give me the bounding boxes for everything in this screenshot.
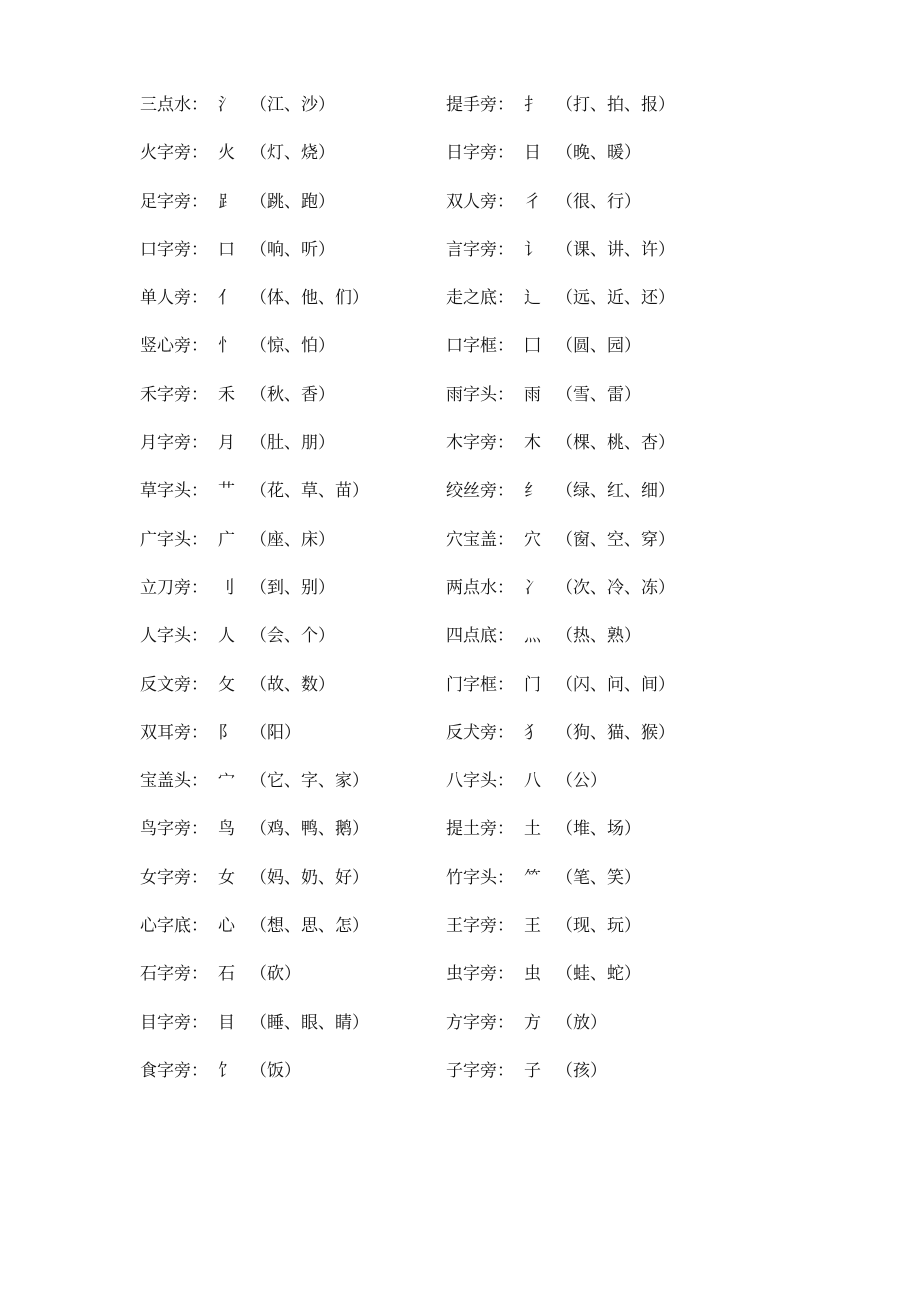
radical-name: 双人旁： — [446, 191, 514, 212]
radical-examples: （体、他、们） — [250, 288, 369, 309]
radical-name: 草字头： — [140, 481, 208, 502]
radical-row — [0, 376, 920, 424]
radical-name: 三点水： — [140, 95, 208, 115]
radical-name: 言字旁： — [446, 239, 514, 260]
radical-entry-left — [140, 1058, 301, 1084]
radical-name: 方字旁： — [446, 1012, 514, 1033]
radical-name: 宝盖头： — [140, 771, 208, 792]
radical-entry-left — [140, 382, 335, 408]
radical-row — [0, 521, 920, 569]
radical-examples: （想、思、怎） — [250, 916, 369, 937]
radical-examples: （故、数） — [250, 674, 335, 695]
radical-name: 走之底： — [446, 288, 514, 309]
radical-glyph: 鸟 — [218, 819, 235, 840]
radical-glyph: 口 — [218, 239, 235, 260]
radical-glyph: 穴 — [524, 529, 541, 550]
radical-name: 禾字旁： — [140, 384, 208, 405]
radical-name: 口字旁： — [140, 239, 208, 260]
radical-entry-left — [140, 237, 335, 263]
radical-entry-right — [446, 865, 641, 891]
radical-examples: （很、行） — [556, 191, 641, 212]
radical-examples: （绿、红、细） — [556, 481, 675, 502]
radical-name: 提手旁： — [446, 95, 514, 115]
radical-name: 门字框： — [446, 674, 514, 695]
radical-glyph: 月 — [218, 433, 235, 454]
radical-row — [0, 666, 920, 714]
radical-glyph: 目 — [218, 1012, 235, 1033]
radical-glyph: 门 — [524, 674, 541, 695]
radical-glyph: 讠 — [524, 239, 541, 260]
radical-glyph: 灬 — [524, 626, 541, 647]
radical-entry-right — [446, 189, 641, 215]
radical-examples: （闪、问、间） — [556, 674, 675, 695]
radical-examples: （孩） — [556, 1060, 607, 1081]
radical-row — [0, 279, 920, 327]
radical-list — [0, 86, 920, 1100]
radical-glyph: 石 — [218, 964, 235, 985]
radical-examples: （鸡、鸭、鹅） — [250, 819, 369, 840]
radical-name: 心字底： — [140, 916, 208, 937]
radical-name: 穴宝盖： — [446, 529, 514, 550]
radical-name: 食字旁： — [140, 1060, 208, 1081]
radical-name: 双耳旁： — [140, 722, 208, 743]
radical-glyph: 宀 — [218, 771, 235, 792]
radical-row — [0, 424, 920, 472]
radical-entry-right — [446, 816, 641, 842]
radical-name: 目字旁： — [140, 1012, 208, 1033]
radical-name: 鸟字旁： — [140, 819, 208, 840]
radical-row — [0, 907, 920, 955]
radical-glyph: 氵 — [218, 95, 235, 115]
radical-entry-left — [140, 768, 369, 794]
radical-row — [0, 810, 920, 858]
radical-row — [0, 762, 920, 810]
radical-name: 竖心旁： — [140, 336, 208, 357]
radical-row — [0, 86, 920, 134]
radical-examples: （花、草、苗） — [250, 481, 369, 502]
radical-entry-left — [140, 865, 369, 891]
radical-entry-right — [446, 333, 641, 359]
radical-examples: （放） — [556, 1012, 607, 1033]
radical-glyph: 方 — [524, 1012, 541, 1033]
radical-entry-right — [446, 720, 675, 746]
radical-name: 足字旁： — [140, 191, 208, 212]
radical-name: 绞丝旁： — [446, 481, 514, 502]
radical-row — [0, 617, 920, 665]
radical-name: 提土旁： — [446, 819, 514, 840]
radical-entry-right — [446, 140, 641, 166]
radical-name: 人字头： — [140, 626, 208, 647]
radical-examples: （现、玩） — [556, 916, 641, 937]
radical-name: 反文旁： — [140, 674, 208, 695]
radical-row — [0, 714, 920, 762]
radical-glyph: 子 — [524, 1060, 541, 1081]
radical-examples: （砍） — [250, 964, 301, 985]
radical-examples: （会、个） — [250, 626, 335, 647]
radical-glyph: ⺮ — [524, 867, 541, 888]
radical-name: 两点水： — [446, 577, 514, 598]
radical-name: 单人旁： — [140, 288, 208, 309]
radical-glyph: 阝 — [218, 722, 235, 743]
radical-glyph: 辶 — [524, 288, 541, 309]
radical-entry-right — [446, 92, 675, 118]
radical-entry-left — [140, 961, 301, 987]
radical-name: 雨字头： — [446, 384, 514, 405]
radical-glyph: 八 — [524, 771, 541, 792]
radical-examples: （跳、跑） — [250, 191, 335, 212]
radical-glyph: 日 — [524, 143, 541, 164]
radical-examples: （阳） — [250, 722, 301, 743]
radical-examples: （它、字、家） — [250, 771, 369, 792]
radical-row — [0, 1052, 920, 1100]
radical-name: 石字旁： — [140, 964, 208, 985]
radical-examples: （秋、香） — [250, 384, 335, 405]
radical-row — [0, 955, 920, 1003]
radical-name: 口字框： — [446, 336, 514, 357]
radical-row — [0, 569, 920, 617]
radical-row — [0, 859, 920, 907]
radical-name: 子字旁： — [446, 1060, 514, 1081]
radical-glyph: 土 — [524, 819, 541, 840]
radical-row — [0, 1004, 920, 1052]
radical-glyph: 广 — [218, 529, 235, 550]
radical-examples: （远、近、还） — [556, 288, 675, 309]
radical-row — [0, 183, 920, 231]
radical-glyph: 忄 — [218, 336, 235, 357]
radical-entry-left — [140, 913, 369, 939]
radical-name: 火字旁： — [140, 143, 208, 164]
radical-entry-right — [446, 382, 641, 408]
radical-examples: （热、熟） — [556, 626, 641, 647]
radical-entry-right — [446, 237, 675, 263]
radical-examples: （课、讲、许） — [556, 239, 675, 260]
radical-glyph: 人 — [218, 626, 235, 647]
radical-entry-left — [140, 816, 369, 842]
radical-examples: （圆、园） — [556, 336, 641, 357]
radical-examples: （肚、朋） — [250, 433, 335, 454]
radical-entry-left — [140, 189, 335, 215]
radical-row — [0, 472, 920, 520]
radical-entry-left — [140, 623, 335, 649]
radical-examples: （到、别） — [250, 577, 335, 598]
radical-entry-right — [446, 961, 641, 987]
radical-glyph: 火 — [218, 143, 235, 164]
radical-entry-left — [140, 285, 369, 311]
radical-entry-left — [140, 575, 335, 601]
radical-examples: （灯、烧） — [250, 143, 335, 164]
radical-examples: （响、听） — [250, 239, 335, 260]
radical-examples: （棵、桃、杏） — [556, 433, 675, 454]
radical-entry-right — [446, 768, 607, 794]
radical-examples: （狗、猫、猴） — [556, 722, 675, 743]
radical-glyph: 刂 — [218, 577, 235, 598]
radical-glyph: 扌 — [524, 95, 541, 115]
radical-entry-right — [446, 527, 675, 553]
radical-entry-left — [140, 140, 335, 166]
radical-entry-left — [140, 333, 335, 359]
radical-glyph: 王 — [524, 916, 541, 937]
radical-row — [0, 327, 920, 375]
radical-glyph: 彳 — [524, 191, 541, 212]
radical-examples: （江、沙） — [250, 95, 335, 115]
radical-glyph: 饣 — [218, 1060, 235, 1081]
radical-glyph: ⻊ — [218, 191, 235, 212]
radical-entry-left — [140, 430, 335, 456]
radical-name: 四点底： — [446, 626, 514, 647]
radical-examples: （晚、暖） — [556, 143, 641, 164]
radical-name: 日字旁： — [446, 143, 514, 164]
radical-glyph: 艹 — [218, 481, 235, 502]
radical-glyph: 囗 — [524, 336, 541, 357]
radical-name: 王字旁： — [446, 916, 514, 937]
radical-glyph: 禾 — [218, 384, 235, 405]
radical-examples: （惊、怕） — [250, 336, 335, 357]
radical-row — [0, 231, 920, 279]
radical-entry-left — [140, 720, 301, 746]
radical-examples: （睡、眼、睛） — [250, 1012, 369, 1033]
radical-examples: （妈、奶、好） — [250, 867, 369, 888]
radical-entry-right — [446, 913, 641, 939]
radical-entry-right — [446, 285, 675, 311]
radical-glyph: 雨 — [524, 384, 541, 405]
radical-glyph: 犭 — [524, 722, 541, 743]
radical-row — [0, 134, 920, 182]
radical-glyph: 冫 — [524, 577, 541, 598]
radical-examples: （雪、雷） — [556, 384, 641, 405]
radical-glyph: 亻 — [218, 288, 235, 309]
radical-entry-left — [140, 1010, 369, 1036]
radical-glyph: 虫 — [524, 964, 541, 985]
radical-examples: （饭） — [250, 1060, 301, 1081]
radical-glyph: 攵 — [218, 674, 235, 695]
radical-name: 反犬旁： — [446, 722, 514, 743]
radical-entry-right — [446, 1010, 607, 1036]
radical-glyph: 心 — [218, 916, 235, 937]
radical-name: 木字旁： — [446, 433, 514, 454]
radical-name: 立刀旁： — [140, 577, 208, 598]
radical-examples: （蛙、蛇） — [556, 964, 641, 985]
radical-examples: （窗、空、穿） — [556, 529, 675, 550]
radical-entry-right — [446, 623, 641, 649]
radical-examples: （公） — [556, 771, 607, 792]
radical-entry-right — [446, 478, 675, 504]
radical-entry-right — [446, 430, 675, 456]
radical-examples: （堆、场） — [556, 819, 641, 840]
radical-name: 竹字头： — [446, 867, 514, 888]
radical-glyph: 纟 — [524, 481, 541, 502]
radical-entry-right — [446, 1058, 607, 1084]
radical-examples: （打、拍、报） — [556, 95, 675, 115]
radical-examples: （座、床） — [250, 529, 335, 550]
radical-examples: （笔、笑） — [556, 867, 641, 888]
radical-entry-right — [446, 672, 675, 698]
radical-name: 广字头： — [140, 529, 208, 550]
radical-name: 八字头： — [446, 771, 514, 792]
radical-glyph: 木 — [524, 433, 541, 454]
radical-entry-left — [140, 478, 369, 504]
radical-examples: （次、冷、冻） — [556, 577, 675, 598]
radical-name: 月字旁： — [140, 433, 208, 454]
radical-entry-left — [140, 527, 335, 553]
radical-name: 女字旁： — [140, 867, 208, 888]
radical-entry-right — [446, 575, 675, 601]
radical-entry-left — [140, 672, 335, 698]
radical-name: 虫字旁： — [446, 964, 514, 985]
radical-entry-left — [140, 92, 335, 118]
radical-glyph: 女 — [218, 867, 235, 888]
